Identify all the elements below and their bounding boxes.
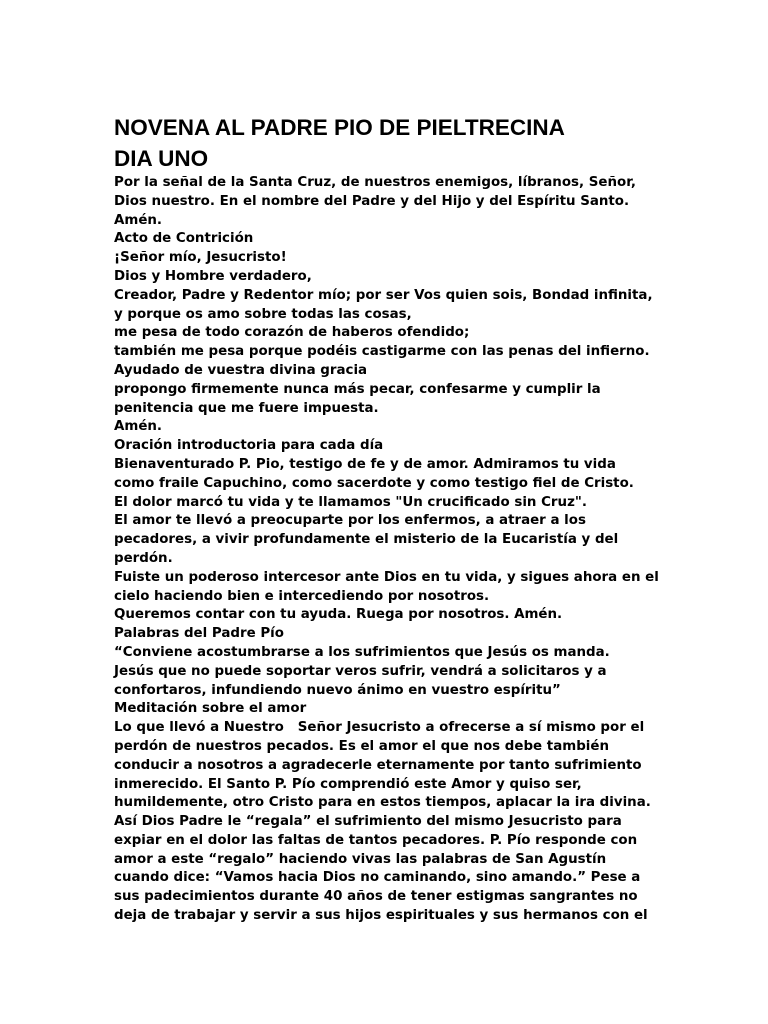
text-line: amor a este “regalo” haciendo vivas las palabras de San Agustín: [114, 851, 607, 867]
text-line: Dios y Hombre verdadero,: [114, 268, 312, 284]
text-line: también me pesa porque podéis castigarme con las penas del infierno.: [114, 344, 650, 360]
text-line: humildemente, otro Cristo para en estos tiempos, aplacar la ira divina.: [114, 795, 651, 811]
text-line: Por la señal de la Santa Cruz, de nuestros enemigos, líbranos, Señor,: [114, 175, 636, 190]
text-line: Jesús que no puede soportar veros sufrir, vendrá a solicitaros y a: [114, 663, 607, 679]
text-line: Lo que llevó a Nuestro Señor Jesucristo a ofrecerse a sí mismo por el: [114, 720, 645, 736]
text-line: propongo firmemente nunca más pecar, confesarme y cumplir la: [114, 381, 601, 397]
text-line: El amor te llevó a preocuparte por los enfermos, a atraer a los: [114, 513, 586, 529]
document-body: [114, 174, 674, 926]
text-line: Amén.: [114, 212, 163, 228]
text-line: expiar en el dolor las faltas de tantos pecadores. P. Pío responde con: [114, 832, 638, 848]
text-line: Creador, Padre y Redentor mío; por ser Vos quien sois, Bondad infinita,: [114, 287, 653, 303]
document-title: [114, 112, 674, 174]
text-line: Así Dios Padre le “regala” el sufrimiento del mismo Jesucristo para: [114, 814, 622, 830]
text-line: pecadores, a vivir profundamente el misterio de la Eucaristía y del: [114, 532, 619, 548]
text-line: deja de trabajar y servir a sus hijos espirituales y sus hermanos con el: [114, 908, 648, 924]
text-line: “Conviene acostumbrarse a los sufrimientos que Jesús os manda.: [114, 644, 610, 660]
text-line: inmerecido. El Santo P. Pío comprendió este Amor y quiso ser,: [114, 776, 582, 792]
text-line: Bienaventurado P. Pio, testigo de fe y de amor. Admiramos tu vida: [114, 456, 616, 472]
text-line: Fuiste un poderoso intercesor ante Dios en tu vida, y sigues ahora en el: [114, 569, 659, 585]
text-line: Dios nuestro. En el nombre del Padre y del Hijo y del Espíritu Santo.: [114, 193, 630, 209]
document-page: [114, 112, 674, 926]
section-heading: Acto de Contrición: [114, 231, 254, 247]
section-heading: Palabras del Padre Pío: [114, 626, 284, 642]
text-line: me pesa de todo corazón de haberos ofendido;: [114, 325, 470, 341]
section-heading: Oración introductoria para cada día: [114, 438, 384, 454]
text-line: Amén.: [114, 419, 163, 435]
text-line: penitencia que me fuere impuesta.: [114, 400, 379, 416]
text-line: sus padecimientos durante 40 años de tener estigmas sangrantes no: [114, 889, 638, 905]
title-line: NOVENA AL PADRE PIO DE PIELTRECINA: [114, 115, 565, 140]
text-line: como fraile Capuchino, como sacerdote y como testigo fiel de Cristo.: [114, 475, 634, 491]
text-line: conducir a nosotros a agradecerle eternamente por tanto sufrimiento: [114, 757, 642, 773]
text-line: El dolor marcó tu vida y te llamamos "Un crucificado sin Cruz".: [114, 494, 587, 510]
text-line: Queremos contar con tu ayuda. Ruega por nosotros. Amén.: [114, 607, 563, 623]
text-line: cuando dice: “Vamos hacia Dios no caminando, sino amando.” Pese a: [114, 870, 641, 886]
text-line: perdón.: [114, 550, 173, 566]
text-line: ¡Señor mío, Jesucristo!: [114, 250, 287, 266]
text-line: confortaros, infundiendo nuevo ánimo en vuestro espíritu”: [114, 682, 561, 698]
text-line: cielo haciendo bien e intercediendo por nosotros.: [114, 588, 490, 604]
text-line: Ayudado de vuestra divina gracia: [114, 362, 368, 378]
section-heading: Meditación sobre el amor: [114, 701, 307, 717]
title-line: DIA UNO: [114, 146, 209, 171]
text-line: y porque os amo sobre todas las cosas,: [114, 306, 412, 322]
text-line: perdón de nuestros pecados. Es el amor el que nos debe también: [114, 738, 609, 754]
